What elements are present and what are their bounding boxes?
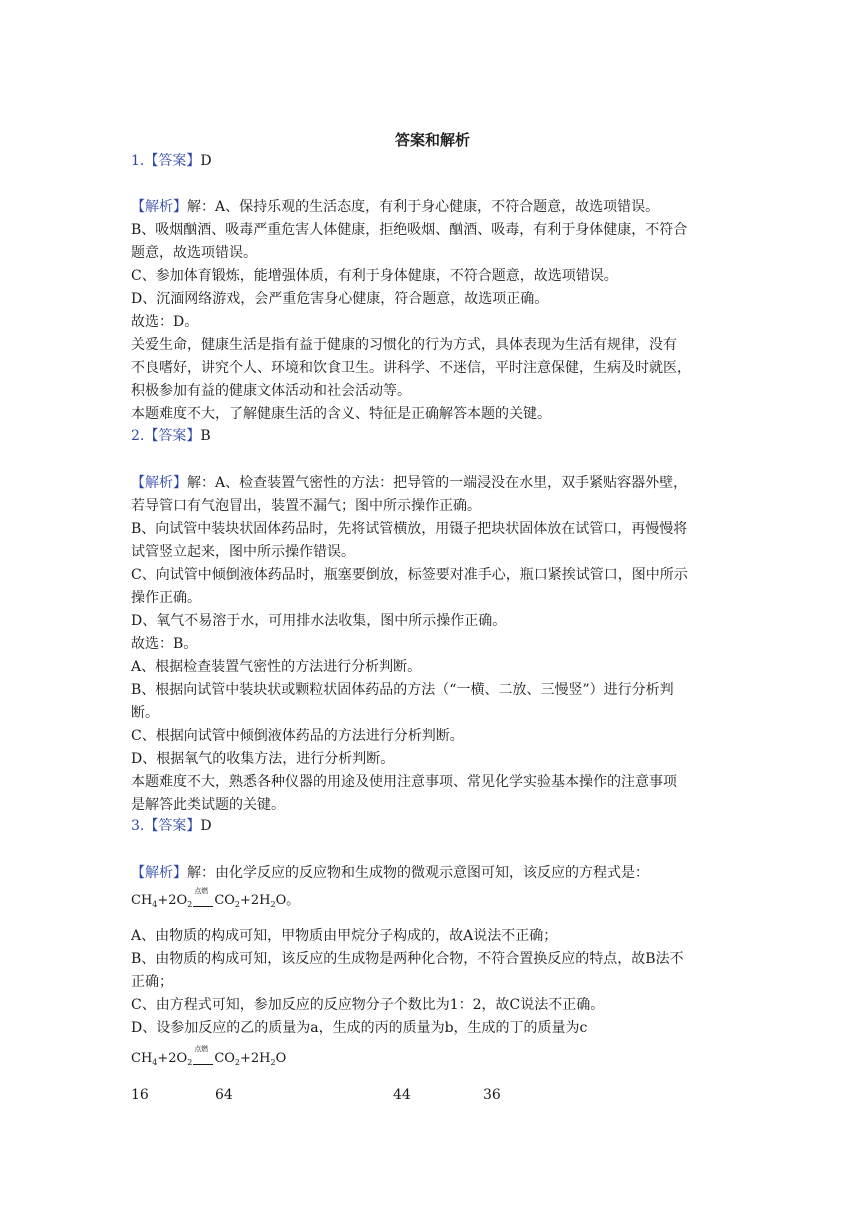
q1-analysis-line [131,196,741,218]
q3-jiexi-tag: 【解析】 [131,865,187,881]
q3-text: 正确； [131,974,173,990]
q2-text: 故选：B。 [131,636,198,652]
eq-sub: 2 [187,900,193,909]
q2-answer [131,425,741,447]
q3-text: A、由物质的构成可知，甲物质由甲烷分子构成的，故A说法不正确； [131,928,558,944]
eq-sub: 4 [152,900,158,909]
q1-text: 故选：D。 [131,314,199,330]
q2-analysis-line [131,472,741,494]
q3-text: C、由方程式可知，参加反应的反应物分子个数比为1：2，故C说法不正确。 [131,997,605,1013]
reaction-condition: 点燃 [194,1045,209,1053]
eq-term: CO [214,893,235,908]
q2-text: 本题难度不大，熟悉各种仪器的用途及使用注意事项、常见化学实验基本操作的注意事项 [131,774,677,790]
q2-text: 试管竖立起来，图中所示操作错误。 [131,544,355,560]
q1-text: 解：A、保持乐观的生活态度，有利于身心健康，不符合题意，故选项错误。 [187,199,660,215]
q2-jiexi-tag: 【解析】 [131,475,187,491]
reaction-condition-sign [192,887,214,914]
q2-text: 解：A、检查装置气密性的方法：把导管的一端浸没在水里，双手紧贴容器外壁， [187,475,688,491]
equal-bar [193,906,213,907]
q2-answer-tag: 【答案】 [144,428,201,444]
q3-text: 解：由化学反应的反应物和生成物的微观示意图可知，该反应的方程式是： [187,865,649,881]
q3-answer-value: D [200,818,212,834]
q2-text: 断。 [131,705,159,721]
q2-text: C、向试管中倾倒液体药品时，瓶塞要倒放，标签要对准手心，瓶口紧挨试管口，图中所示 [131,567,688,583]
eq-term: +2H [240,893,271,908]
eq-term: +2H [240,1051,271,1066]
q2-text: 若导管口有气泡冒出，装置不漏气；图中所示操作正确。 [131,498,481,514]
equal-bar [193,1064,213,1065]
q3-number: 3. [131,818,145,834]
eq-term: CH [131,1051,153,1066]
eq-term: CH [131,893,153,908]
q1-answer [131,150,741,172]
q2-text: B、向试管中装块状固体药品时，先将试管横放，用镊子把块状固体放在试管口，再慢慢将 [131,521,688,537]
mass-value: 64 [215,1087,233,1103]
eq-sub: 2 [187,1058,193,1067]
q2-answer-value: B [200,428,211,444]
chemical-equation [131,887,300,914]
q2-text: B、根据向试管中装块状或颗粒状固体药品的方法（“一横、二放、三慢竖”）进行分析判 [131,682,674,698]
eq-sub: 2 [234,1058,241,1067]
q1-text: 题意，故选项错误。 [131,245,257,261]
eq-term: CO [214,1051,235,1066]
q3-text: D、设参加反应的乙的质量为a，生成的丙的质量为b，生成的丁的质量为c [131,1020,588,1036]
eq-term: +2O [157,1051,188,1066]
q1-text: 积极参加有益的健康文体活动和社会活动等。 [131,383,411,399]
page-title: 答案和解析 [394,131,470,149]
eq-sub: 2 [270,1058,276,1067]
q2-text: A、根据检查装置气密性的方法进行分析判断。 [131,659,422,675]
q1-text: C、参加体育锻炼，能增强体质，有利于身体健康，不符合题意，故选项错误。 [131,268,618,284]
q1-answer-tag: 【答案】 [144,153,201,169]
q3-text: B、由物质的构成可知，该反应的生成物是两种化合物，不符合置换反应的特点，故B法不 [131,951,684,967]
q1-text: D、沉湎网络游戏，会严重危害身心健康，符合题意，故选项正确。 [131,291,549,307]
q1-jiexi-tag: 【解析】 [131,199,187,215]
eq-term: +2O [157,893,188,908]
q2-text: C、根据向试管中倾倒液体药品的方法进行分析判断。 [131,728,464,744]
q1-text: 本题难度不大，了解健康生活的含义、特征是正确解答本题的关键。 [131,406,551,422]
q3-answer-tag: 【答案】 [144,818,201,834]
reaction-condition-sign [192,1045,214,1072]
q2-text: 操作正确。 [131,590,201,606]
reaction-condition: 点燃 [194,887,209,895]
q3-analysis-line [131,862,741,884]
q2-text: D、根据氧气的收集方法，进行分析判断。 [131,751,395,767]
q1-text: 关爱生命，健康生活是指有益于健康的习惯化的行为方式，具体表现为生活有规律，没有 [131,337,677,353]
q2-text: 是解答此类试题的关键。 [131,797,285,813]
eq-sub: 2 [270,900,276,909]
chemical-equation [131,1045,287,1072]
q1-number: 1. [131,153,145,169]
q1-text: B、吸烟酗酒、吸毒严重危害人体健康，拒绝吸烟、酗酒、吸毒，有利于身体健康，不符合 [131,222,688,238]
q2-text: D、氧气不易溶于水，可用排水法收集，图中所示操作正确。 [131,613,507,629]
eq-sub: 4 [152,1058,158,1067]
mass-value: 36 [483,1087,501,1103]
mass-value: 16 [131,1087,149,1103]
eq-term: O [275,1051,287,1066]
q1-answer-value: D [200,153,212,169]
q3-answer [131,815,741,837]
q2-number: 2. [131,428,145,444]
eq-term: O。 [275,893,300,908]
q1-text: 不良嗜好，讲究个人、环境和饮食卫生。讲科学、不迷信，平时注意保健，生病及时就医， [131,360,691,376]
eq-sub: 2 [234,900,241,909]
mass-value: 44 [393,1087,411,1103]
